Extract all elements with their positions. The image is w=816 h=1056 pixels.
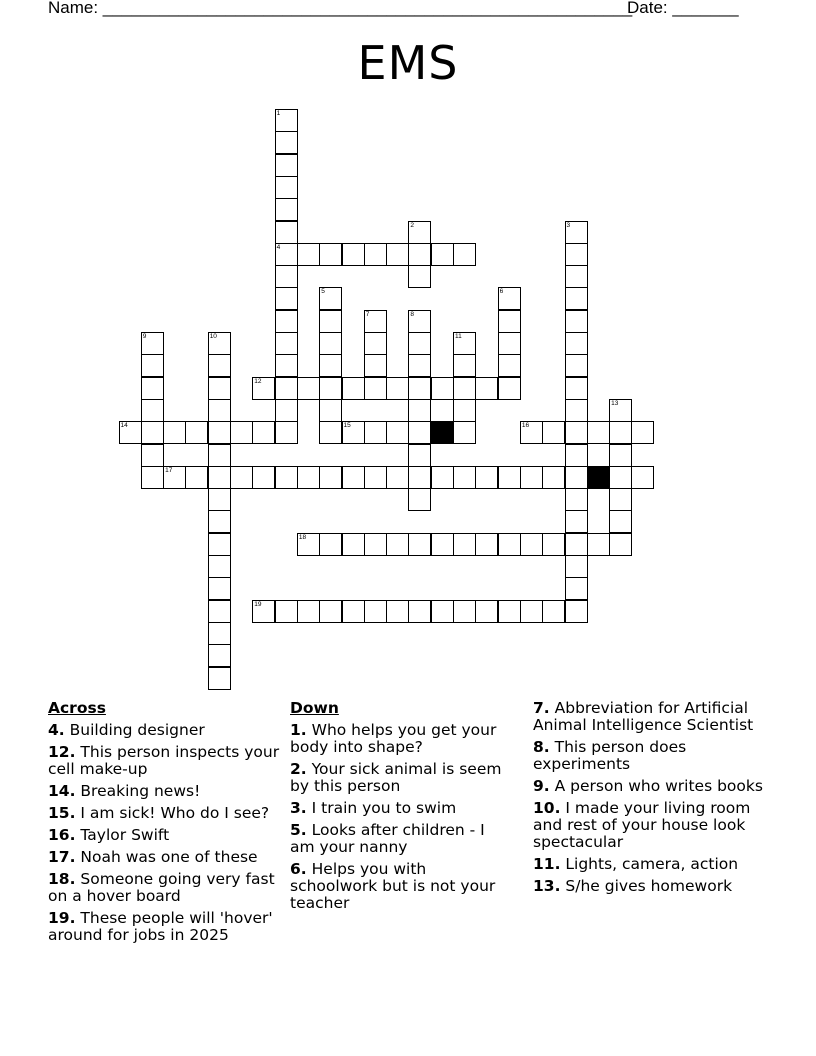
clue-item: [48, 827, 280, 844]
cell-number: 13: [611, 399, 619, 407]
cell-number: 16: [521, 422, 530, 430]
grid-cell[interactable]: [431, 466, 454, 489]
grid-cell[interactable]: [498, 533, 521, 556]
clue-item: [533, 878, 773, 895]
clue-text: Abbreviation for Artificial Animal Intelligence Scientist: [533, 699, 754, 734]
grid-cell[interactable]: [587, 533, 610, 556]
grid-cell[interactable]: [230, 421, 253, 444]
grid-cell[interactable]: [631, 421, 654, 444]
grid-cell[interactable]: [275, 131, 298, 154]
grid-cell[interactable]: [431, 377, 454, 400]
clue-text: Someone going very fast on a hover board: [48, 870, 275, 905]
grid-cell[interactable]: [565, 533, 588, 556]
grid-cell[interactable]: [319, 421, 342, 444]
cell-number: 17: [165, 466, 173, 474]
clue-number: 7.: [533, 699, 550, 717]
grid-cell[interactable]: [185, 421, 208, 444]
across-heading: Across: [48, 699, 106, 717]
across-clues: [48, 700, 280, 949]
grid-cell[interactable]: [185, 466, 208, 489]
grid-cell[interactable]: [297, 466, 320, 489]
grid-cell[interactable]: [386, 533, 409, 556]
grid-cell[interactable]: [453, 600, 476, 623]
grid-cell[interactable]: [275, 176, 298, 199]
grid-cell[interactable]: [275, 421, 298, 444]
grid-cell[interactable]: [565, 399, 588, 422]
grid-cell[interactable]: [520, 466, 543, 489]
down-clue-list-continued: [533, 700, 773, 895]
grid-cell[interactable]: [141, 466, 164, 489]
clue-number: 14.: [48, 782, 76, 800]
grid-cell[interactable]: [408, 310, 431, 333]
grid-cell[interactable]: [342, 600, 365, 623]
cell-number: 12: [254, 377, 262, 385]
grid-cell[interactable]: [208, 399, 231, 422]
grid-cell[interactable]: [208, 533, 231, 556]
grid-cell[interactable]: [609, 510, 632, 533]
grid-cell[interactable]: [364, 533, 387, 556]
grid-cell[interactable]: [408, 399, 431, 422]
grid-cell[interactable]: [319, 399, 342, 422]
grid-cell[interactable]: [386, 466, 409, 489]
grid-cell[interactable]: [520, 533, 543, 556]
clue-number: 13.: [533, 877, 561, 895]
grid-cell[interactable]: [408, 444, 431, 467]
grid-cell[interactable]: [609, 399, 632, 422]
grid-cell[interactable]: [208, 667, 231, 690]
grid-cell[interactable]: [520, 421, 543, 444]
cell-number: 10: [209, 333, 217, 340]
grid-cell[interactable]: [565, 421, 588, 444]
clue-item: [290, 722, 508, 756]
grid-cell[interactable]: [453, 466, 476, 489]
grid-cell[interactable]: [208, 421, 231, 444]
grid-cell[interactable]: [498, 287, 521, 310]
grid-cell[interactable]: [275, 221, 298, 244]
grid-cell[interactable]: [252, 600, 275, 623]
clue-text: Building designer: [69, 721, 205, 739]
grid-cell[interactable]: [208, 510, 231, 533]
grid-cell[interactable]: [408, 421, 431, 444]
cell-number: 9: [142, 333, 147, 340]
cell-number: 4: [276, 243, 281, 251]
grid-cell[interactable]: [565, 221, 588, 244]
grid-cell[interactable]: [342, 421, 365, 444]
grid-cell[interactable]: [408, 265, 431, 288]
cell-number: 3: [566, 221, 571, 229]
grid-cell[interactable]: [408, 377, 431, 400]
grid-cell[interactable]: [431, 243, 454, 266]
clue-text: These people will 'hover' around for jobs in 2025: [48, 909, 273, 944]
clue-number: 15.: [48, 804, 76, 822]
down-clue-list: [290, 722, 508, 912]
clue-item: [533, 739, 773, 773]
grid-cell[interactable]: [498, 310, 521, 333]
grid-cell[interactable]: [565, 600, 588, 623]
cell-number: 8: [410, 310, 415, 318]
grid-cell[interactable]: [141, 332, 164, 355]
grid-cell[interactable]: [319, 354, 342, 377]
grid-cell[interactable]: [609, 421, 632, 444]
date-field-label: Date: _______: [627, 0, 739, 17]
grid-cell[interactable]: [587, 421, 610, 444]
grid-cell[interactable]: [364, 421, 387, 444]
clue-item: [533, 800, 773, 851]
cell-number: 11: [455, 333, 462, 340]
grid-cell[interactable]: [565, 354, 588, 377]
grid-cell[interactable]: [498, 466, 521, 489]
grid-cell[interactable]: [208, 444, 231, 467]
clue-item: [290, 822, 508, 856]
grid-cell[interactable]: [141, 421, 164, 444]
grid-cell[interactable]: [453, 377, 476, 400]
grid-cell[interactable]: [408, 533, 431, 556]
clue-text: I train you to swim: [311, 799, 457, 817]
clue-text: A person who writes books: [554, 777, 763, 795]
black-square: [587, 466, 610, 489]
grid-cell[interactable]: [141, 377, 164, 400]
grid-cell[interactable]: [252, 421, 275, 444]
clue-number: 1.: [290, 721, 307, 739]
clue-text: I am sick! Who do I see?: [80, 804, 270, 822]
grid-cell[interactable]: [565, 466, 588, 489]
grid-cell[interactable]: [208, 354, 231, 377]
grid-cell[interactable]: [252, 466, 275, 489]
grid-cell[interactable]: [275, 265, 298, 288]
grid-cell[interactable]: [386, 377, 409, 400]
grid-cell[interactable]: [408, 354, 431, 377]
grid-cell[interactable]: [386, 243, 409, 266]
grid-cell[interactable]: [431, 533, 454, 556]
grid-cell[interactable]: [408, 600, 431, 623]
grid-cell[interactable]: [408, 466, 431, 489]
cell-number: 5: [321, 288, 325, 296]
grid-cell[interactable]: [453, 243, 476, 266]
grid-cell[interactable]: [319, 287, 342, 310]
cell-number: 19: [254, 600, 262, 608]
clue-item: [48, 871, 280, 905]
grid-cell[interactable]: [319, 600, 342, 623]
clue-text: Your sick animal is seem by this person: [290, 760, 502, 795]
grid-cell[interactable]: [498, 332, 521, 355]
grid-cell[interactable]: [208, 555, 231, 578]
grid-cell[interactable]: [609, 466, 632, 489]
grid-cell[interactable]: [141, 399, 164, 422]
cell-number: 7: [365, 310, 370, 318]
grid-cell[interactable]: [163, 421, 186, 444]
clue-text: Breaking news!: [80, 782, 201, 800]
grid-cell[interactable]: [565, 510, 588, 533]
grid-cell[interactable]: [475, 466, 498, 489]
grid-cell[interactable]: [275, 466, 298, 489]
clue-number: 16.: [48, 826, 76, 844]
clue-number: 19.: [48, 909, 76, 927]
grid-cell[interactable]: [364, 377, 387, 400]
grid-cell[interactable]: [342, 466, 365, 489]
grid-cell[interactable]: [297, 533, 320, 556]
grid-cell[interactable]: [565, 310, 588, 333]
grid-cell[interactable]: [408, 243, 431, 266]
grid-cell[interactable]: [453, 421, 476, 444]
grid-cell[interactable]: [408, 332, 431, 355]
grid-cell[interactable]: [609, 533, 632, 556]
grid-cell[interactable]: [208, 466, 231, 489]
clue-number: 10.: [533, 799, 561, 817]
grid-cell[interactable]: [297, 600, 320, 623]
grid-cell[interactable]: [364, 310, 387, 333]
grid-cell[interactable]: [498, 377, 521, 400]
clue-text: Noah was one of these: [80, 848, 258, 866]
grid-cell[interactable]: [275, 287, 298, 310]
grid-cell[interactable]: [297, 377, 320, 400]
grid-cell[interactable]: [453, 533, 476, 556]
grid-cell[interactable]: [364, 466, 387, 489]
name-field-label: Name: ________________________________________________________: [48, 0, 633, 17]
grid-cell[interactable]: [565, 555, 588, 578]
grid-cell[interactable]: [319, 377, 342, 400]
grid-cell[interactable]: [609, 444, 632, 467]
grid-cell[interactable]: [565, 444, 588, 467]
grid-cell[interactable]: [542, 533, 565, 556]
grid-cell[interactable]: [453, 399, 476, 422]
grid-cell[interactable]: [565, 265, 588, 288]
down-clues-continued: [533, 700, 773, 900]
clue-item: [48, 722, 280, 739]
down-clues: [290, 700, 508, 917]
grid-cell[interactable]: [208, 600, 231, 623]
grid-cell[interactable]: [141, 444, 164, 467]
grid-cell[interactable]: [408, 221, 431, 244]
clue-number: 5.: [290, 821, 307, 839]
grid-cell[interactable]: [565, 332, 588, 355]
grid-cell[interactable]: [141, 354, 164, 377]
grid-cell[interactable]: [208, 332, 231, 355]
grid-cell[interactable]: [475, 533, 498, 556]
grid-cell[interactable]: [275, 377, 298, 400]
down-heading: Down: [290, 699, 339, 717]
grid-cell[interactable]: [297, 243, 320, 266]
clue-number: 18.: [48, 870, 76, 888]
grid-cell[interactable]: [275, 154, 298, 177]
grid-cell[interactable]: [208, 644, 231, 667]
clue-number: 4.: [48, 721, 65, 739]
grid-cell[interactable]: [542, 421, 565, 444]
grid-cell[interactable]: [275, 198, 298, 221]
clue-number: 9.: [533, 777, 550, 795]
grid-cell[interactable]: [565, 488, 588, 511]
grid-cell[interactable]: [364, 354, 387, 377]
grid-cell[interactable]: [542, 466, 565, 489]
grid-cell[interactable]: [252, 377, 275, 400]
grid-cell[interactable]: [230, 466, 253, 489]
clue-text: Lights, camera, action: [565, 855, 739, 873]
clue-item: [48, 805, 280, 822]
clue-item: [533, 778, 773, 795]
grid-cell[interactable]: [565, 377, 588, 400]
clue-text: Helps you with schoolwork but is not your teacher: [290, 860, 496, 912]
cell-number: 6: [499, 288, 504, 296]
clue-item: [290, 800, 508, 817]
grid-cell[interactable]: [163, 466, 186, 489]
grid-cell[interactable]: [453, 332, 476, 355]
grid-cell[interactable]: [275, 354, 298, 377]
clue-number: 8.: [533, 738, 550, 756]
grid-cell[interactable]: [208, 577, 231, 600]
grid-cell[interactable]: [498, 600, 521, 623]
clue-item: [533, 856, 773, 873]
clue-text: This person does experiments: [533, 738, 687, 773]
grid-cell[interactable]: [475, 600, 498, 623]
clue-item: [290, 761, 508, 795]
grid-cell[interactable]: [208, 488, 231, 511]
grid-cell[interactable]: [520, 600, 543, 623]
grid-cell[interactable]: [342, 533, 365, 556]
grid-cell[interactable]: [319, 466, 342, 489]
grid-cell[interactable]: [319, 533, 342, 556]
grid-cell[interactable]: [342, 243, 365, 266]
grid-cell[interactable]: [319, 332, 342, 355]
cell-number: 1: [276, 110, 281, 117]
grid-cell[interactable]: [319, 310, 342, 333]
clue-item: [290, 861, 508, 912]
grid-cell[interactable]: [342, 377, 365, 400]
clue-text: This person inspects your cell make-up: [48, 743, 280, 778]
clue-text: Who helps you get your body into shape?: [290, 721, 497, 756]
clue-number: 11.: [533, 855, 561, 873]
clue-item: [48, 910, 280, 944]
grid-cell[interactable]: [631, 466, 654, 489]
clue-number: 2.: [290, 760, 307, 778]
grid-cell[interactable]: [565, 577, 588, 600]
grid-cell[interactable]: [431, 600, 454, 623]
clue-item: [48, 744, 280, 778]
grid-cell[interactable]: [275, 332, 298, 355]
clue-number: 12.: [48, 743, 76, 761]
clue-number: 17.: [48, 848, 76, 866]
page-title: EMS: [357, 36, 459, 90]
grid-cell[interactable]: [275, 600, 298, 623]
grid-cell[interactable]: [275, 243, 298, 266]
grid-cell[interactable]: [609, 488, 632, 511]
grid-cell[interactable]: [208, 377, 231, 400]
cell-number: 14: [120, 422, 128, 430]
clue-item: [533, 700, 773, 734]
grid-cell[interactable]: [542, 600, 565, 623]
across-clue-list: [48, 722, 280, 944]
cell-number: 15: [343, 422, 351, 430]
grid-cell[interactable]: [364, 600, 387, 623]
grid-cell[interactable]: [275, 109, 298, 132]
clue-text: Looks after children - I am your nanny: [290, 821, 485, 856]
clue-number: 6.: [290, 860, 307, 878]
clue-item: [48, 849, 280, 866]
grid-cell[interactable]: [208, 622, 231, 645]
grid-cell[interactable]: [498, 354, 521, 377]
clue-text: S/he gives homework: [565, 877, 733, 895]
grid-cell[interactable]: [364, 332, 387, 355]
grid-cell[interactable]: [364, 243, 387, 266]
grid-cell[interactable]: [119, 421, 142, 444]
grid-cell[interactable]: [275, 399, 298, 422]
cell-number: 2: [410, 221, 415, 229]
clue-number: 3.: [290, 799, 307, 817]
grid-cell[interactable]: [565, 243, 588, 266]
grid-cell[interactable]: [319, 243, 342, 266]
cell-number: 18: [298, 533, 307, 541]
clue-text: I made your living room and rest of your house look spectacular: [533, 799, 751, 851]
grid-cell[interactable]: [408, 488, 431, 511]
grid-cell[interactable]: [475, 377, 498, 400]
grid-cell[interactable]: [565, 287, 588, 310]
black-square: [431, 421, 454, 444]
grid-cell[interactable]: [275, 310, 298, 333]
grid-cell[interactable]: [386, 421, 409, 444]
grid-cell[interactable]: [453, 354, 476, 377]
clue-item: [48, 783, 280, 800]
clue-text: Taylor Swift: [80, 826, 170, 844]
grid-cell[interactable]: [386, 600, 409, 623]
